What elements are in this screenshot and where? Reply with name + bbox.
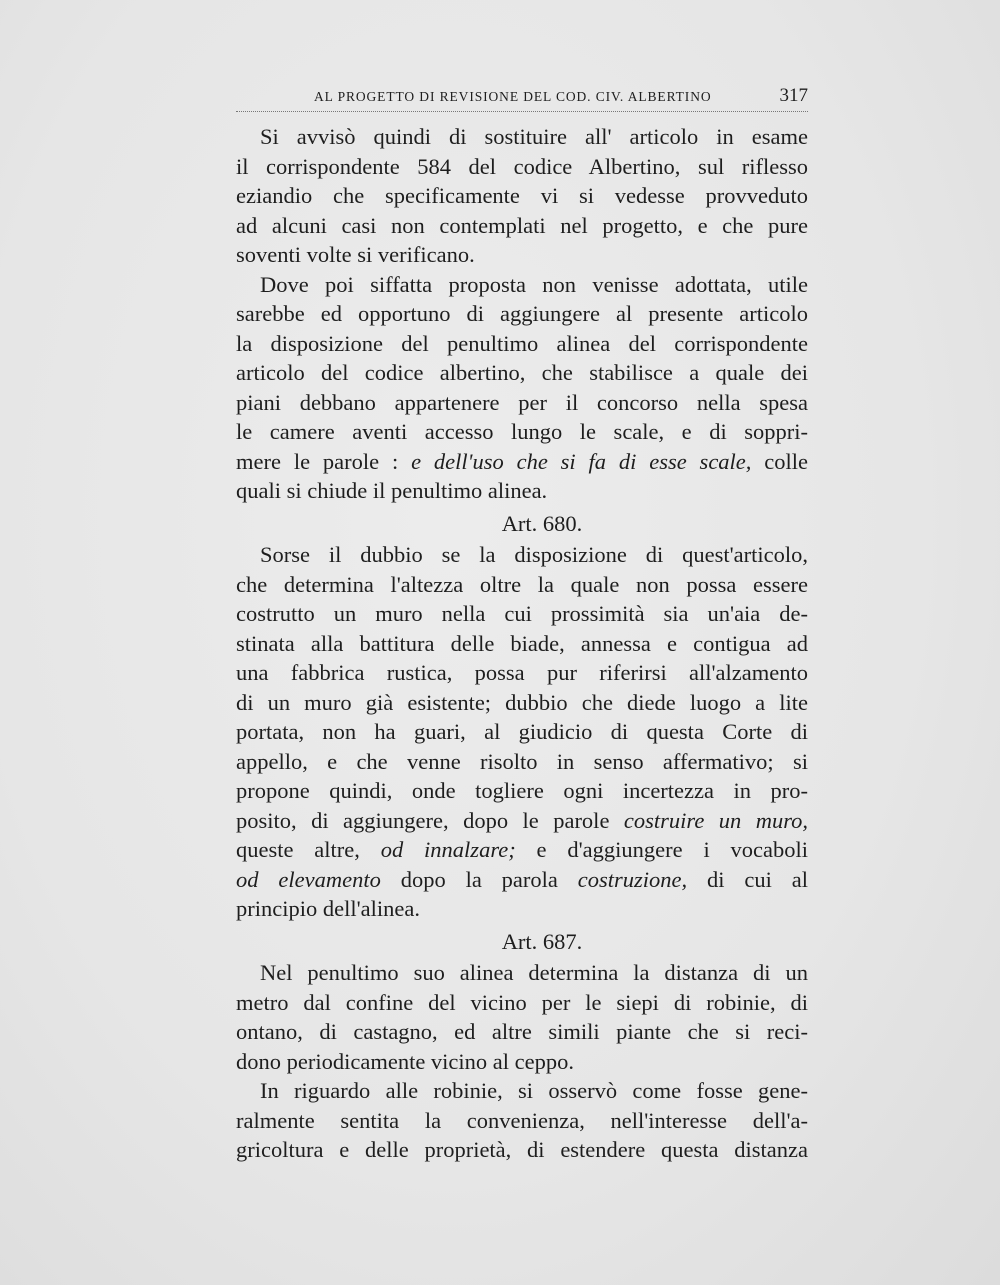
text-run: posito, di aggiungere, dopo le parole [236, 807, 610, 833]
article-heading: Art. 680. [501, 510, 583, 536]
text-line: dono periodicamente vicino al ceppo. [236, 1048, 575, 1074]
running-title: AL PROGETTO DI REVISIONE DEL COD. CIV. ALBERTINO [314, 89, 712, 104]
italic-run: costruire un muro, [623, 807, 808, 833]
text-line: articolo del codice albertino, che stabilisce a quale dei [236, 360, 808, 385]
italic-run: od elevamento [236, 866, 381, 892]
text-run: colle [764, 448, 809, 474]
text-line: principio dell'alinea. [236, 896, 420, 921]
text-run: queste altre, [236, 837, 360, 862]
text-line: ontano, di castagno, ed altre simili piante che si reci- [236, 1019, 808, 1044]
running-head [236, 85, 808, 112]
text-line: propone quindi, onde togliere ogni incertezza in pro- [236, 778, 808, 803]
text-line: soventi volte si verificano. [236, 242, 475, 267]
body-text [236, 122, 808, 1165]
text-line: Nel penultimo suo alinea determina la distanza di un [260, 960, 808, 985]
text-line: Sorse il dubbio se la disposizione di quest'articolo, [260, 542, 808, 567]
text-line: la disposizione del penultimo alinea del corrispondente [236, 330, 808, 356]
text-line [236, 806, 808, 836]
text-run: dopo la parola [400, 866, 558, 892]
page-number: 317 [779, 85, 808, 106]
text-line: le camere aventi accesso lungo le scale, e di soppri- [236, 419, 808, 444]
text-line: una fabbrica rustica, possa pur riferirsi all'alzamento [236, 660, 808, 685]
text-line: Si avvisò quindi di sostituire all' articolo in esame [260, 124, 808, 149]
text-line: eziandio che specificamente vi si vedesse provveduto [236, 183, 808, 208]
text-line: sarebbe ed opportuno di aggiungere al presente articolo [236, 301, 808, 326]
text-line: stinata alla battitura delle biade, annessa e contigua ad [236, 630, 808, 656]
text-line: ad alcuni casi non contemplati nel progetto, e che pure [236, 212, 808, 238]
text-line: di un muro già esistente; dubbio che diede luogo a lite [236, 689, 808, 715]
italic-run: e dell'uso che si fa di esse scale, [411, 448, 752, 474]
text-line: appello, e che venne risolto in senso affermativo; si [236, 748, 808, 774]
italic-run: od innalzare; [380, 837, 516, 862]
text-line: il corrispondente 584 del codice Albertino, sul riflesso [236, 153, 808, 179]
italic-run: costruzione, [577, 866, 688, 892]
text-line [236, 447, 808, 477]
text-line: quali si chiude il penultimo alinea. [236, 478, 548, 503]
text-run: di cui al [707, 866, 809, 892]
text-line: portata, non ha guari, al giudicio di questa Corte di [236, 719, 808, 744]
text-line: che determina l'altezza oltre la quale non possa essere [236, 571, 808, 597]
text-line [236, 865, 808, 895]
text-line: gricoltura e delle proprietà, di estendere questa distanza [236, 1137, 808, 1162]
text-line [236, 835, 808, 865]
text-line: metro dal confine del vicino per le siepi di robinie, di [236, 989, 808, 1015]
text-line: Dove poi siffatta proposta non venisse adottata, utile [260, 271, 808, 297]
text-line: In riguardo alle robinie, si osservò come fosse gene- [260, 1078, 808, 1103]
article-heading: Art. 687. [501, 928, 583, 954]
text-line: costrutto un muro nella cui prossimità sia un'aia de- [236, 601, 808, 626]
text-line: piani debbano appartenere per il concorso nella spesa [236, 389, 808, 415]
text-run: e d'aggiungere i vocaboli [536, 837, 808, 862]
text-line: ralmente sentita la convenienza, nell'interesse dell'a- [236, 1107, 808, 1133]
text-run: mere le parole : [236, 448, 399, 474]
